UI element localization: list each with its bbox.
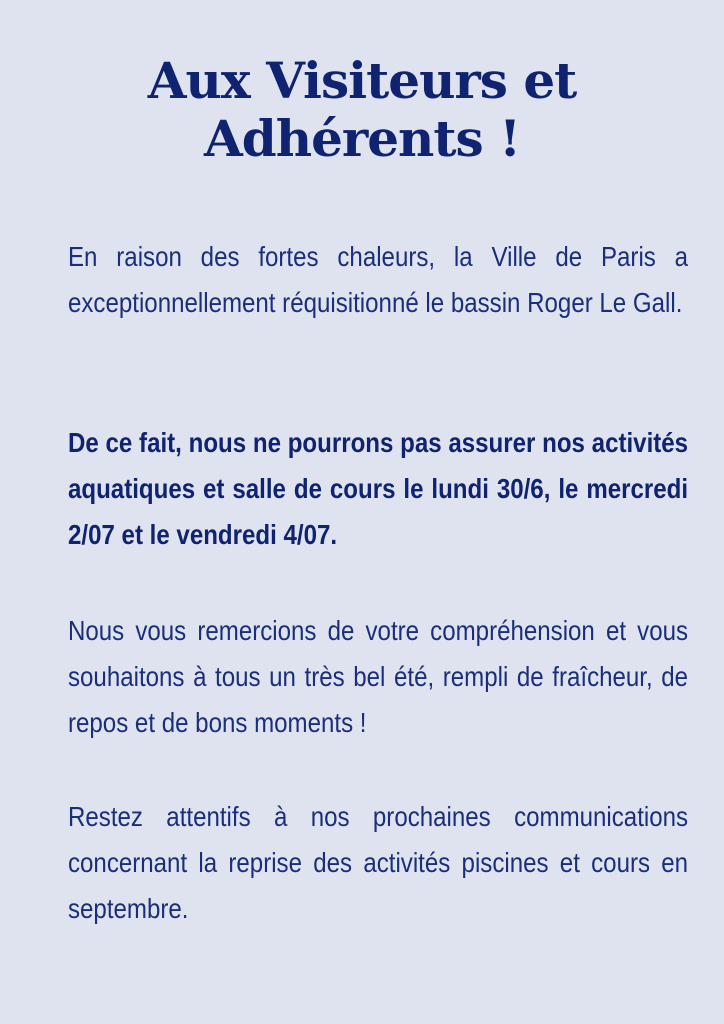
paragraph-cancelled-activities: De ce fait, nous ne pourrons pas assurer nos activités aquatiques et salle de cours le lundi 30/6, le mercredi 2/07 et le vendredi 4/07. <box>68 427 689 550</box>
paragraph-stay-tuned: Restez attentifs à nos prochaines communications concernant la reprise des activités piscines et cours en septembre. <box>68 801 689 924</box>
paragraph-thanks: Nous vous remercions de votre compréhension et vous souhaitons à tous un très bel été, rempli de fraîcheur, de repos et de bons moments ! <box>68 615 689 738</box>
notice-title: Aux Visiteurs et Adhérents ! <box>147 51 577 168</box>
paragraph-heat-requisition: En raison des fortes chaleurs, la Ville de Paris a exceptionnellement réquisitionné le bassin Roger Le Gall. <box>68 241 689 318</box>
